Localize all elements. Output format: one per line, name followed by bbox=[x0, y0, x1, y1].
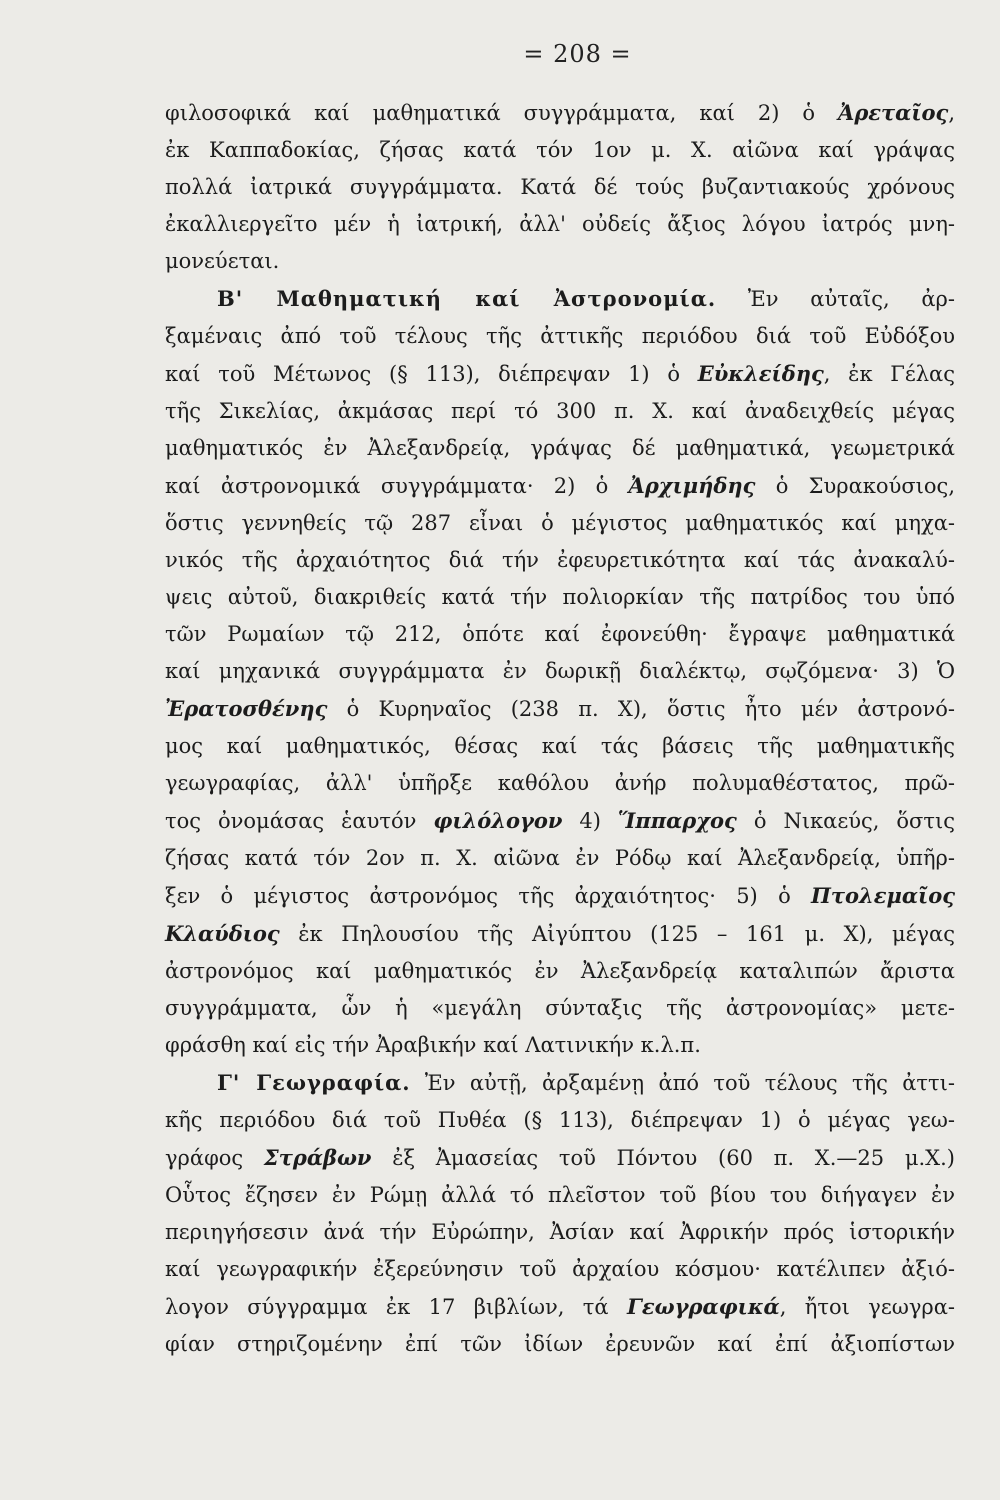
text-line bbox=[165, 1251, 955, 1288]
text-line bbox=[165, 653, 955, 690]
text-line bbox=[165, 953, 955, 990]
text-run: ἐκ Καππαδοκίας, ζήσας κατά τόν 1ον μ. Χ. αἰῶνα καί γράψας bbox=[165, 138, 955, 162]
text-run: ἐκαλλιεργεῖτο μέν ἡ ἰατρική, ἀλλ' οὐδείς ἄξιος λόγου ἰατρός μνη- bbox=[165, 212, 955, 236]
text-run: Ἐν αὐτῇ, ἀρξαμένῃ ἀπό τοῦ τέλους τῆς ἀττι- bbox=[410, 1071, 955, 1095]
text-run: ξαμέναις ἀπό τοῦ τέλους τῆς ἀττικῆς περιόδου διά τοῦ Εὐδόξου bbox=[165, 324, 955, 348]
text-run: καί ἀστρονομικά συγγράμματα· 2) ὁ bbox=[165, 474, 629, 498]
text-line bbox=[165, 318, 955, 355]
text-run: τῶν Ρωμαίων τῷ 212, ὁπότε καί ἐφονεύθη· ἔγραψε μαθηματικά bbox=[165, 622, 955, 646]
text-run: Ἐν αὐταῖς, ἀρ- bbox=[716, 287, 955, 311]
text-run: πολλά ἰατρικά συγγράμματα. Κατά δέ τούς βυζαντιακούς χρόνους bbox=[165, 175, 955, 199]
text-line bbox=[165, 616, 955, 653]
text-line bbox=[165, 542, 955, 579]
text-run: ἐκ Πηλουσίου τῆς Αἰγύπτου (125 – 161 μ. Χ), μέγας bbox=[279, 922, 955, 946]
text-run: φράσθη καί εἰς τήν Ἀραβικήν καί Λατινικήν κ.λ.π. bbox=[165, 1033, 701, 1057]
text-run: συγγράμματα, ὧν ἡ «μεγάλη σύνταξις τῆς ἀστρονομίας» μετε- bbox=[165, 996, 955, 1020]
text-line bbox=[165, 280, 955, 318]
text-run: ὁ Νικαεύς, ὅστις bbox=[736, 809, 956, 833]
emphasized-name: Ἐρατοσθένης bbox=[165, 696, 328, 721]
text-line bbox=[165, 393, 955, 430]
text-line bbox=[165, 915, 955, 953]
section-heading: Γ' Γεωγραφία. bbox=[217, 1070, 411, 1095]
text-line bbox=[165, 1288, 955, 1326]
text-line bbox=[165, 840, 955, 877]
emphasized-name: Γεωγραφικά bbox=[627, 1294, 780, 1319]
text-line bbox=[165, 1102, 955, 1139]
text-line bbox=[165, 94, 955, 132]
text-run: φίαν στηριζομένην ἐπί τῶν ἰδίων ἐρευνῶν καί ἐπί ἀξιοπίστων bbox=[165, 1332, 955, 1356]
text-run: ὅστις γεννηθείς τῷ 287 εἶναι ὁ μέγιστος μαθηματικός καί μηχα- bbox=[165, 511, 955, 535]
text-line bbox=[165, 243, 955, 280]
text-line bbox=[165, 765, 955, 802]
emphasized-name: Κλαύδιος bbox=[165, 921, 280, 946]
page-number: = 208 = bbox=[523, 40, 632, 68]
text-run: , bbox=[948, 101, 955, 125]
emphasized-name: Ἀρχιμήδης bbox=[628, 473, 756, 498]
text-line bbox=[165, 1326, 955, 1363]
text-line bbox=[165, 132, 955, 169]
text-run: κῆς περιόδου διά τοῦ Πυθέα (§ 113), διέπρεψαν 1) ὁ μέγας γεω- bbox=[165, 1108, 955, 1132]
text-run: μονεύεται. bbox=[165, 249, 280, 273]
section-heading: Β' Μαθηματική καί Ἀστρονομία. bbox=[217, 286, 717, 311]
text-line bbox=[165, 467, 955, 505]
page-text bbox=[165, 94, 955, 1363]
text-line bbox=[165, 430, 955, 467]
text-line bbox=[165, 802, 955, 840]
text-run: τος ὀνομάσας ἑαυτόν bbox=[165, 809, 434, 833]
emphasized-name: Ἵππαρχος bbox=[617, 808, 737, 833]
text-run: τῆς Σικελίας, ἀκμάσας περί τό 300 π. Χ. καί ἀναδειχθείς μέγας bbox=[165, 399, 955, 423]
text-run: ξεν ὁ μέγιστος ἀστρονόμος τῆς ἀρχαιότητος· 5) ὁ bbox=[165, 884, 812, 908]
text-line bbox=[165, 1064, 955, 1102]
text-run: Οὗτος ἔζησεν ἐν Ρώμῃ ἀλλά τό πλεῖστον τοῦ βίου του διήγαγεν ἐν bbox=[165, 1183, 955, 1207]
text-run: , ἤτοι γεωγρα- bbox=[779, 1295, 955, 1319]
text-run: γράφος bbox=[165, 1146, 264, 1170]
text-run: ὁ Κυρηναῖος (238 π. Χ), ὅστις ἦτο μέν ἀστρονό- bbox=[327, 697, 955, 721]
text-run: μαθηματικός ἐν Ἀλεξανδρείᾳ, γράψας δέ μαθηματικά, γεωμετρικά bbox=[165, 436, 955, 460]
text-run: περιηγήσεσιν ἀνά τήν Εὐρώπην, Ἀσίαν καί Ἀφρικήν πρός ἱστορικήν bbox=[165, 1220, 955, 1244]
text-line bbox=[165, 579, 955, 616]
text-run: ἀστρονόμος καί μαθηματικός ἐν Ἀλεξανδρείᾳ καταλιπών ἄριστα bbox=[165, 959, 955, 983]
emphasized-name: Εὐκλείδης bbox=[697, 361, 824, 386]
text-line bbox=[165, 1027, 955, 1064]
text-run: γεωγραφίας, ἀλλ' ὑπῆρξε καθόλου ἀνήρ πολυμαθέστατος, πρῶ- bbox=[165, 771, 955, 795]
emphasized-name: Πτολεμαῖος bbox=[811, 883, 955, 908]
text-run: καί τοῦ Μέτωνος (§ 113), διέπρεψαν 1) ὁ bbox=[165, 362, 698, 386]
emphasized-name: Στράβων bbox=[263, 1145, 372, 1170]
text-line bbox=[165, 1139, 955, 1177]
text-run: νικός τῆς ἀρχαιότητος διά τήν ἐφευρετικότητα καί τάς ἀνακαλύ- bbox=[165, 548, 955, 572]
text-run: , ἐκ Γέλας bbox=[823, 362, 955, 386]
text-line bbox=[165, 990, 955, 1027]
text-run: ὁ Συρακούσιος, bbox=[755, 474, 955, 498]
text-run: μος καί μαθηματικός, θέσας καί τάς βάσεις τῆς μαθηματικῆς bbox=[165, 734, 955, 758]
emphasized-name: Ἀρεταῖος bbox=[838, 100, 949, 125]
text-run: καί γεωγραφικήν ἐξερεύνησιν τοῦ ἀρχαίου κόσμου· κατέλιπεν ἀξιό- bbox=[165, 1257, 955, 1281]
text-run: ψεις αὐτοῦ, διακριθείς κατά τήν πολιορκίαν τῆς πατρίδος του ὑπό bbox=[165, 585, 955, 609]
text-line bbox=[165, 728, 955, 765]
text-line bbox=[165, 206, 955, 243]
text-run: καί μηχανικά συγγράμματα ἐν δωρικῇ διαλέκτῳ, σῳζόμενα· 3) Ὁ bbox=[165, 659, 955, 683]
text-line bbox=[165, 690, 955, 728]
text-run: ζήσας κατά τόν 2ον π. Χ. αἰῶνα ἐν Ρόδῳ καί Ἀλεξανδρείᾳ, ὑπῆρ- bbox=[165, 846, 955, 870]
text-run: λογον σύγγραμμα ἐκ 17 βιβλίων, τά bbox=[165, 1295, 627, 1319]
text-run: 4) bbox=[562, 809, 618, 833]
text-line bbox=[165, 877, 955, 915]
text-line bbox=[165, 1177, 955, 1214]
text-line bbox=[165, 169, 955, 206]
text-line bbox=[165, 1214, 955, 1251]
text-line bbox=[165, 505, 955, 542]
text-line bbox=[165, 355, 955, 393]
emphasized-name: φιλόλογον bbox=[433, 808, 563, 833]
text-run: φιλοσοφικά καί μαθηματικά συγγράμματα, καί 2) ὁ bbox=[165, 101, 839, 125]
text-run: ἐξ Ἀμασείας τοῦ Πόντου (60 π. Χ.—25 μ.Χ.) bbox=[371, 1146, 955, 1170]
